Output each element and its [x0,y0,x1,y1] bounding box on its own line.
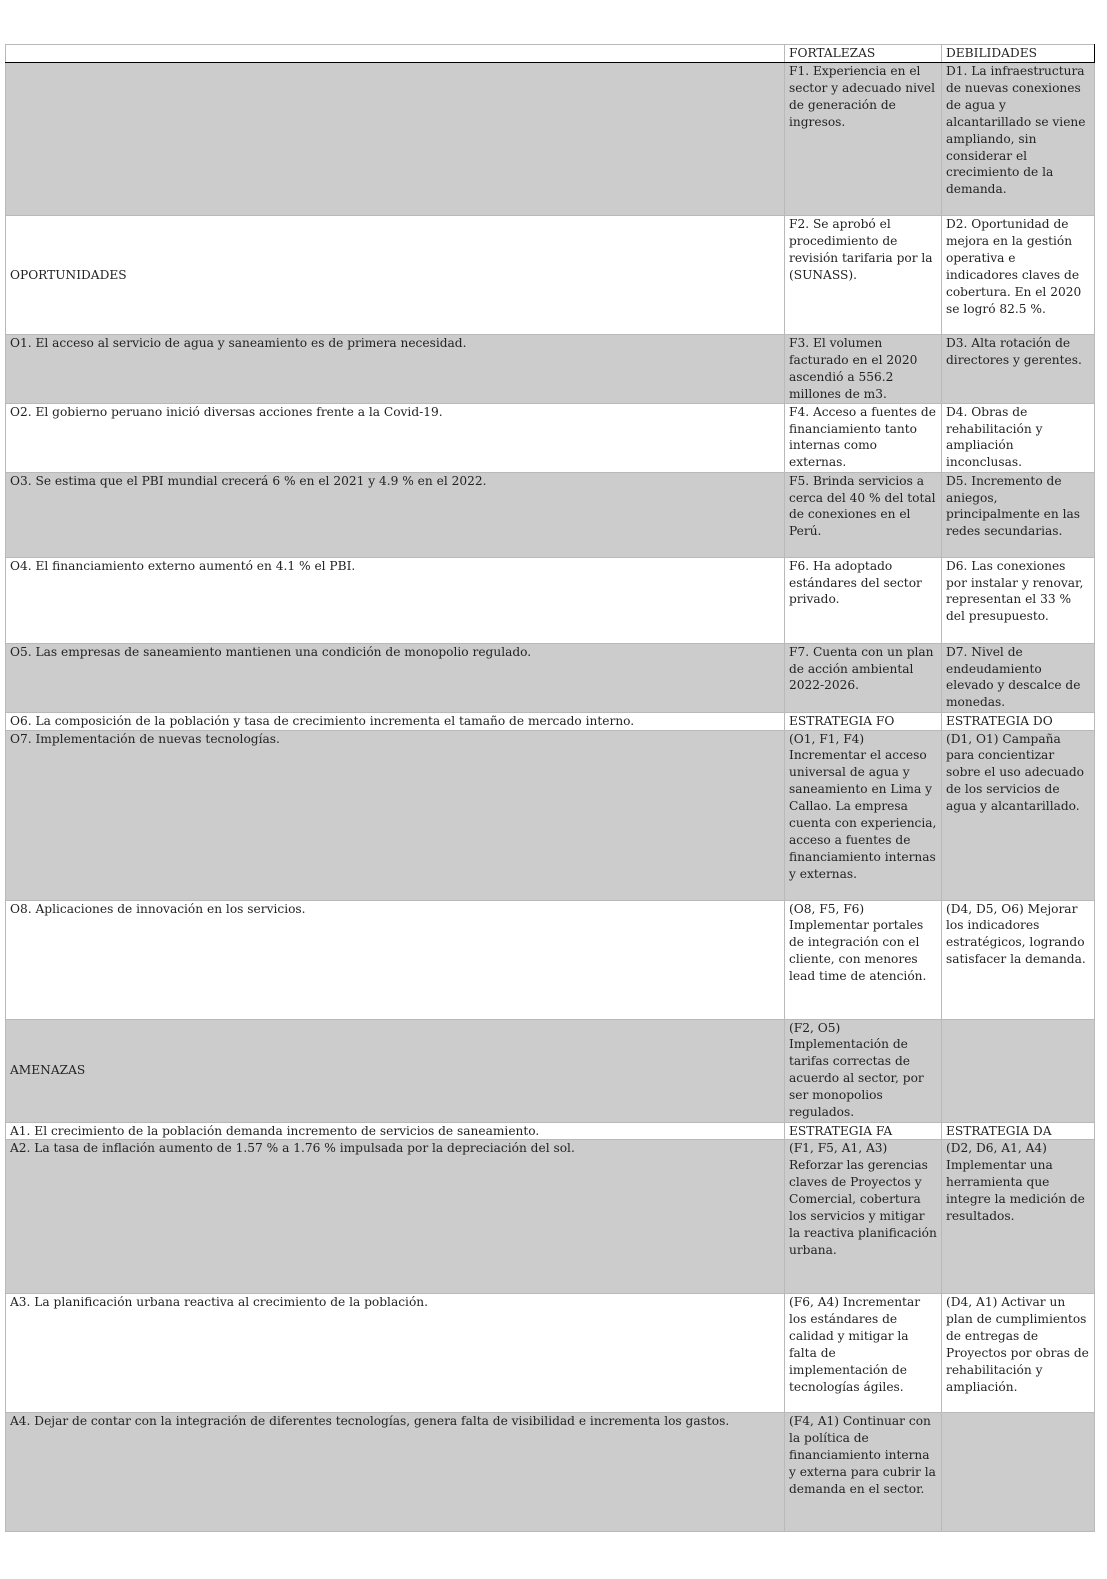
estrategia-da-header: ESTRATEGIA DA [942,1122,1095,1140]
estrategia-fo-cell: (F2, O5) Implementación de tarifas correctas de acuerdo al sector, por ser monopolios regulados. [785,1019,942,1122]
oportunidad-cell: O5. Las empresas de saneamiento mantienen una condición de monopolio regulado. [6,643,785,712]
oportunidades-section-label: OPORTUNIDADES [6,216,785,335]
fortaleza-cell: F6. Ha adoptado estándares del sector privado. [785,557,942,643]
table-row [6,900,1095,1019]
header-fortalezas: FORTALEZAS [785,45,942,63]
debilidad-cell: D2. Oportunidad de mejora en la gestión operativa e indicadores claves de cobertura. En el 2020 se logró 82.5 %. [942,216,1095,335]
empty-cell [942,1019,1095,1122]
debilidad-cell: D4. Obras de rehabilitación y ampliación inconclusas. [942,403,1095,472]
estrategia-da-cell: (D4, A1) Activar un plan de cumplimientos de entregas de Proyectos por obras de rehabilitación y ampliación. [942,1294,1095,1413]
amenaza-cell: A1. El crecimiento de la población demanda incremento de servicios de saneamiento. [6,1122,785,1140]
table-row [6,712,1095,730]
estrategia-da-cell: (D2, D6, A1, A4) Implementar una herramienta que integre la medición de resultados. [942,1140,1095,1294]
estrategia-fa-cell: (F1, F5, A1, A3) Reforzar las gerencias claves de Proyectos y Comercial, cobertura los servicios y mitigar la reactiva planificación urbana. [785,1140,942,1294]
table-row [6,557,1095,643]
header-empty-cell [6,45,785,63]
estrategia-do-cell: (D4, D5, O6) Mejorar los indicadores estratégicos, logrando satisfacer la demanda. [942,900,1095,1019]
oportunidad-cell: O7. Implementación de nuevas tecnologías. [6,730,785,900]
estrategia-do-header: ESTRATEGIA DO [942,712,1095,730]
header-debilidades: DEBILIDADES [942,45,1095,63]
table-row [6,730,1095,900]
fortaleza-cell: F3. El volumen facturado en el 2020 ascendió a 556.2 millones de m3. [785,335,942,404]
oportunidad-cell: O8. Aplicaciones de innovación en los servicios. [6,900,785,1019]
oportunidad-cell: O6. La composición de la población y tasa de crecimiento incrementa el tamaño de mercado interno. [6,712,785,730]
amenaza-cell: A4. Dejar de contar con la integración de diferentes tecnologías, genera falta de visibilidad e incrementa los gastos. [6,1413,785,1532]
oportunidad-cell: O1. El acceso al servicio de agua y saneamiento es de primera necesidad. [6,335,785,404]
table-row [6,1140,1095,1294]
table-row [6,335,1095,404]
foda-matrix-table [5,44,1095,1532]
table-row [6,1019,1095,1122]
table-row [6,1294,1095,1413]
fortaleza-cell: F4. Acceso a fuentes de financiamiento tanto internas como externas. [785,403,942,472]
amenaza-cell: A3. La planificación urbana reactiva al crecimiento de la población. [6,1294,785,1413]
header-row [6,45,1095,63]
oportunidad-cell: O3. Se estima que el PBI mundial crecerá 6 % en el 2021 y 4.9 % en el 2022. [6,472,785,557]
amenazas-section-label: AMENAZAS [6,1019,785,1122]
fortaleza-cell: F5. Brinda servicios a cerca del 40 % del total de conexiones en el Perú. [785,472,942,557]
fortaleza-cell: F2. Se aprobó el procedimiento de revisión tarifaria por la (SUNASS). [785,216,942,335]
estrategia-fa-cell: (F4, A1) Continuar con la política de financiamiento interna y externa para cubrir la demanda en el sector. [785,1413,942,1532]
amenaza-cell: A2. La tasa de inflación aumento de 1.57 % a 1.76 % impulsada por la depreciación del sol. [6,1140,785,1294]
oportunidad-cell: O4. El financiamiento externo aumentó en 4.1 % el PBI. [6,557,785,643]
table-row [6,216,1095,335]
debilidad-cell: D5. Incremento de aniegos, principalmente en las redes secundarias. [942,472,1095,557]
table-row [6,403,1095,472]
table-row [6,1122,1095,1140]
debilidad-cell: D3. Alta rotación de directores y gerentes. [942,335,1095,404]
estrategia-fo-header: ESTRATEGIA FO [785,712,942,730]
debilidad-cell: D6. Las conexiones por instalar y renovar, representan el 33 % del presupuesto. [942,557,1095,643]
row-label-cell [6,63,785,216]
debilidad-cell: D1. La infraestructura de nuevas conexiones de agua y alcantarillado se viene ampliando, sin considerar el crecimiento de la demanda. [942,63,1095,216]
table-row [6,1413,1095,1532]
debilidad-cell: D7. Nivel de endeudamiento elevado y descalce de monedas. [942,643,1095,712]
empty-cell [942,1413,1095,1532]
fortaleza-cell: F7. Cuenta con un plan de acción ambiental 2022-2026. [785,643,942,712]
estrategia-do-cell: (D1, O1) Campaña para concientizar sobre el uso adecuado de los servicios de agua y alcantarillado. [942,730,1095,900]
table-row [6,643,1095,712]
fortaleza-cell: F1. Experiencia en el sector y adecuado nivel de generación de ingresos. [785,63,942,216]
oportunidad-cell: O2. El gobierno peruano inició diversas acciones frente a la Covid-19. [6,403,785,472]
estrategia-fo-cell: (O8, F5, F6) Implementar portales de integración con el cliente, con menores lead time de atención. [785,900,942,1019]
table-row [6,63,1095,216]
estrategia-fo-cell: (O1, F1, F4) Incrementar el acceso universal de agua y saneamiento en Lima y Callao. La empresa cuenta con experiencia, acceso a fuentes de financiamiento internas y externas. [785,730,942,900]
estrategia-fa-cell: (F6, A4) Incrementar los estándares de calidad y mitigar la falta de implementación de tecnologías ágiles. [785,1294,942,1413]
table-row [6,472,1095,557]
estrategia-fa-header: ESTRATEGIA FA [785,1122,942,1140]
